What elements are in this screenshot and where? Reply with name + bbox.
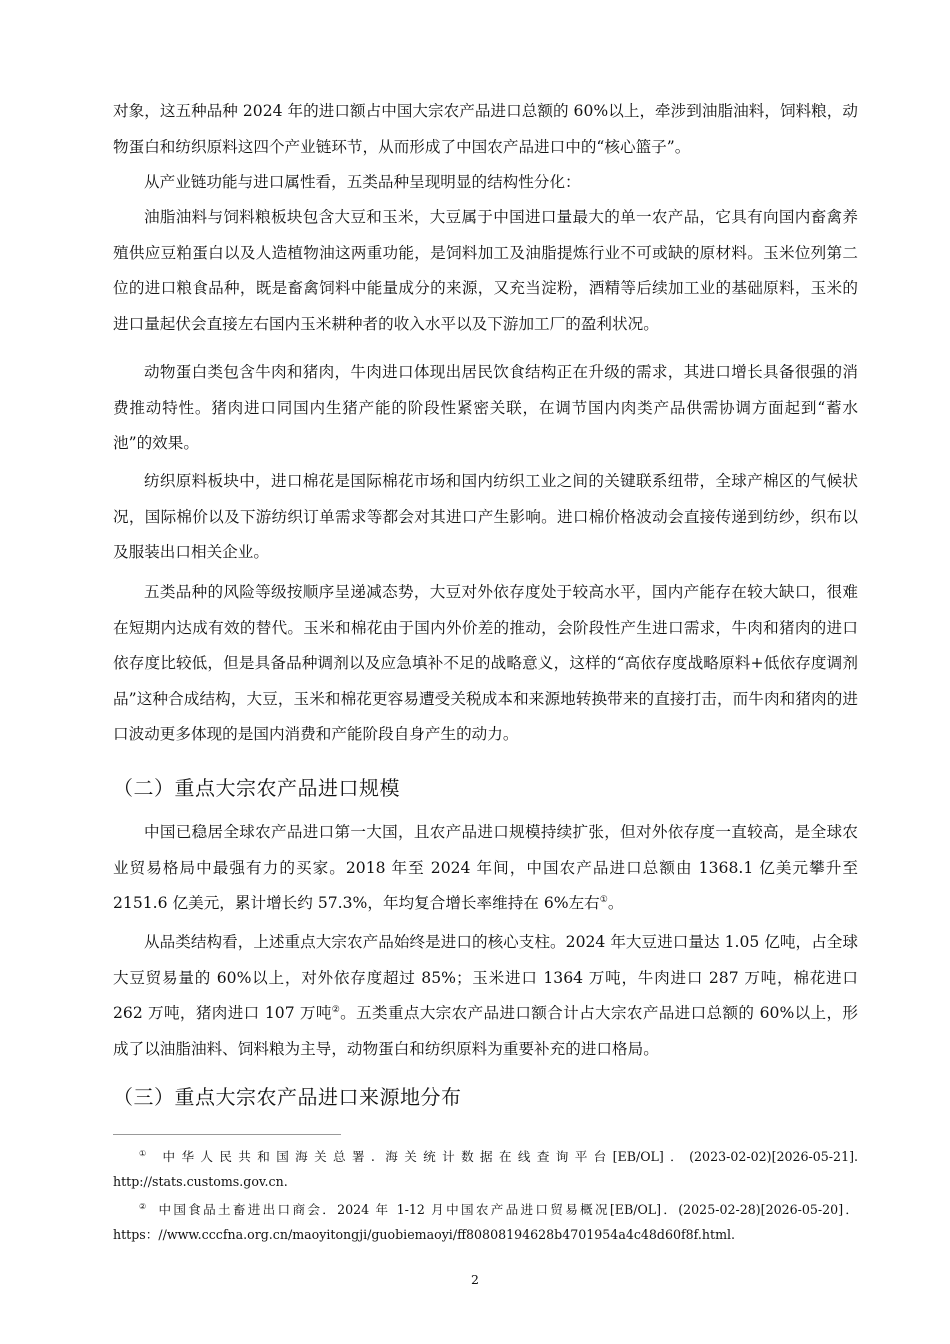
- footnote-ref-2[interactable]: ②: [331, 1005, 341, 1015]
- footnote-2-text: 中国食品土畜进出口商会．2024 年 1-12 月中国农产品进口贸易概况[EB/OL]．(2025-02-28)[2026-05-20]．https：//www.cccfna.org.cn/maoyitongji/guobiemaoyi/ff80808194628b4701954a4c48d60f8f.html.: [113, 1202, 858, 1242]
- import-scale-text: 中国已稳居全球农产品进口第一大国，且农产品进口规模持续扩张，但对外依存度一直较高，是全球农业贸易格局中最强有力的买家。2018 年至 2024 年间，中国农产品进口总额由 1368.1 亿美元攀升至 2151.6 亿美元，累计增长约 57.3%，年均复合增长率维持在 6%左右: [113, 823, 858, 912]
- paragraph-category-structure: [113, 925, 858, 1067]
- footnote-ref-1[interactable]: ①: [599, 895, 608, 905]
- category-structure-end: 。五类重点大宗农产品进口额合计占大宗农产品进口总额的 60%以上，形成了以油脂油料、饲料粮为主导，动物蛋白和纺织原料为重要补充的进口格局。: [113, 1004, 858, 1058]
- paragraph-animal-protein: 动物蛋白类包含牛肉和猪肉，牛肉进口体现出居民饮食结构正在升级的需求，其进口增长具备很强的消费推动特性。猪肉进口同国内生猪产能的阶段性紧密关联，在调节国内肉类产品供需协调方面起到“蓄水池”的效果。: [113, 363, 858, 452]
- paragraph-continuation: 对象，这五种品种 2024 年的进口额占中国大宗农产品进口总额的 60%以上，牵涉到油脂油料，饲料粮，动物蛋白和纺织原料这四个产业链环节，从而形成了中国农产品进口中的“核心篮子”。: [113, 102, 858, 156]
- footnote-1-text: 中华人民共和国海关总署. 海关统计数据在线查询平台[EB/OL]．(2023-02-02)[2026-05-21]. http://stats.customs.gov.cn.: [113, 1149, 859, 1189]
- category-structure-text: 从品类结构看，上述重点大宗农产品始终是进口的核心支柱。2024 年大豆进口量达 1.05 亿吨，占全球大豆贸易量的 60%以上，对外依存度超过 85%；玉米进口 1364 万吨，牛肉进口 287 万吨，棉花进口 262 万吨，猪肉进口 107 万吨: [113, 933, 858, 1022]
- footnote-divider: [113, 1134, 341, 1135]
- paragraph-import-scale: [113, 815, 858, 922]
- paragraph-textile: 纺织原料板块中，进口棉花是国际棉花市场和国内纺织工业之间的关键联系纽带，全球产棉区的气候状况，国际棉价以及下游纺织订单需求等都会对其进口产生影响。进口棉价格波动会直接传递到纺纱，织布以及服装出口相关企业。: [113, 472, 858, 561]
- footnote-1: [113, 1141, 858, 1194]
- section-heading-import-sources: （三）重点大宗农产品进口来源地分布: [113, 1085, 462, 1109]
- paragraph-structure-intro: 从产业链功能与进口属性看，五类品种呈现明显的结构性分化：: [144, 173, 581, 191]
- footnote-2: [113, 1194, 858, 1247]
- footnote-mark-1: ①: [139, 1149, 153, 1158]
- section-heading-import-scale: （二）重点大宗农产品进口规模: [113, 776, 400, 800]
- paragraph-oilseed-feed: 油脂油料与饲料粮板块包含大豆和玉米，大豆属于中国进口量最大的单一农产品，它具有向国内畜禽养殖供应豆粕蛋白以及人造植物油这两重功能，是饲料加工及油脂提炼行业不可或缺的原材料。玉米位列第二位的进口粮食品种，既是畜禽饲料中能量成分的来源，又充当淀粉，酒精等后续加工业的基础原料，玉米的进口量起伏会直接左右国内玉米耕种者的收入水平以及下游加工厂的盈利状况。: [113, 208, 858, 333]
- page-number: 2: [471, 1272, 479, 1287]
- import-scale-end: 。: [607, 894, 624, 912]
- footnote-mark-2: ②: [139, 1202, 149, 1211]
- paragraph-risk-levels: 五类品种的风险等级按顺序呈递减态势，大豆对外依存度处于较高水平，国内产能存在较大缺口，很难在短期内达成有效的替代。玉米和棉花由于国内外价差的推动，会阶段性产生进口需求，牛肉和猪肉的进口依存度比较低，但是具备品种调剂以及应急填补不足的战略意义，这样的“高依存度战略原料+低依存度调剂品”这种合成结构，大豆，玉米和棉花更容易遭受关税成本和来源地转换带来的直接打击，而牛肉和猪肉的进口波动更多体现的是国内消费和产能阶段自身产生的动力。: [113, 583, 858, 743]
